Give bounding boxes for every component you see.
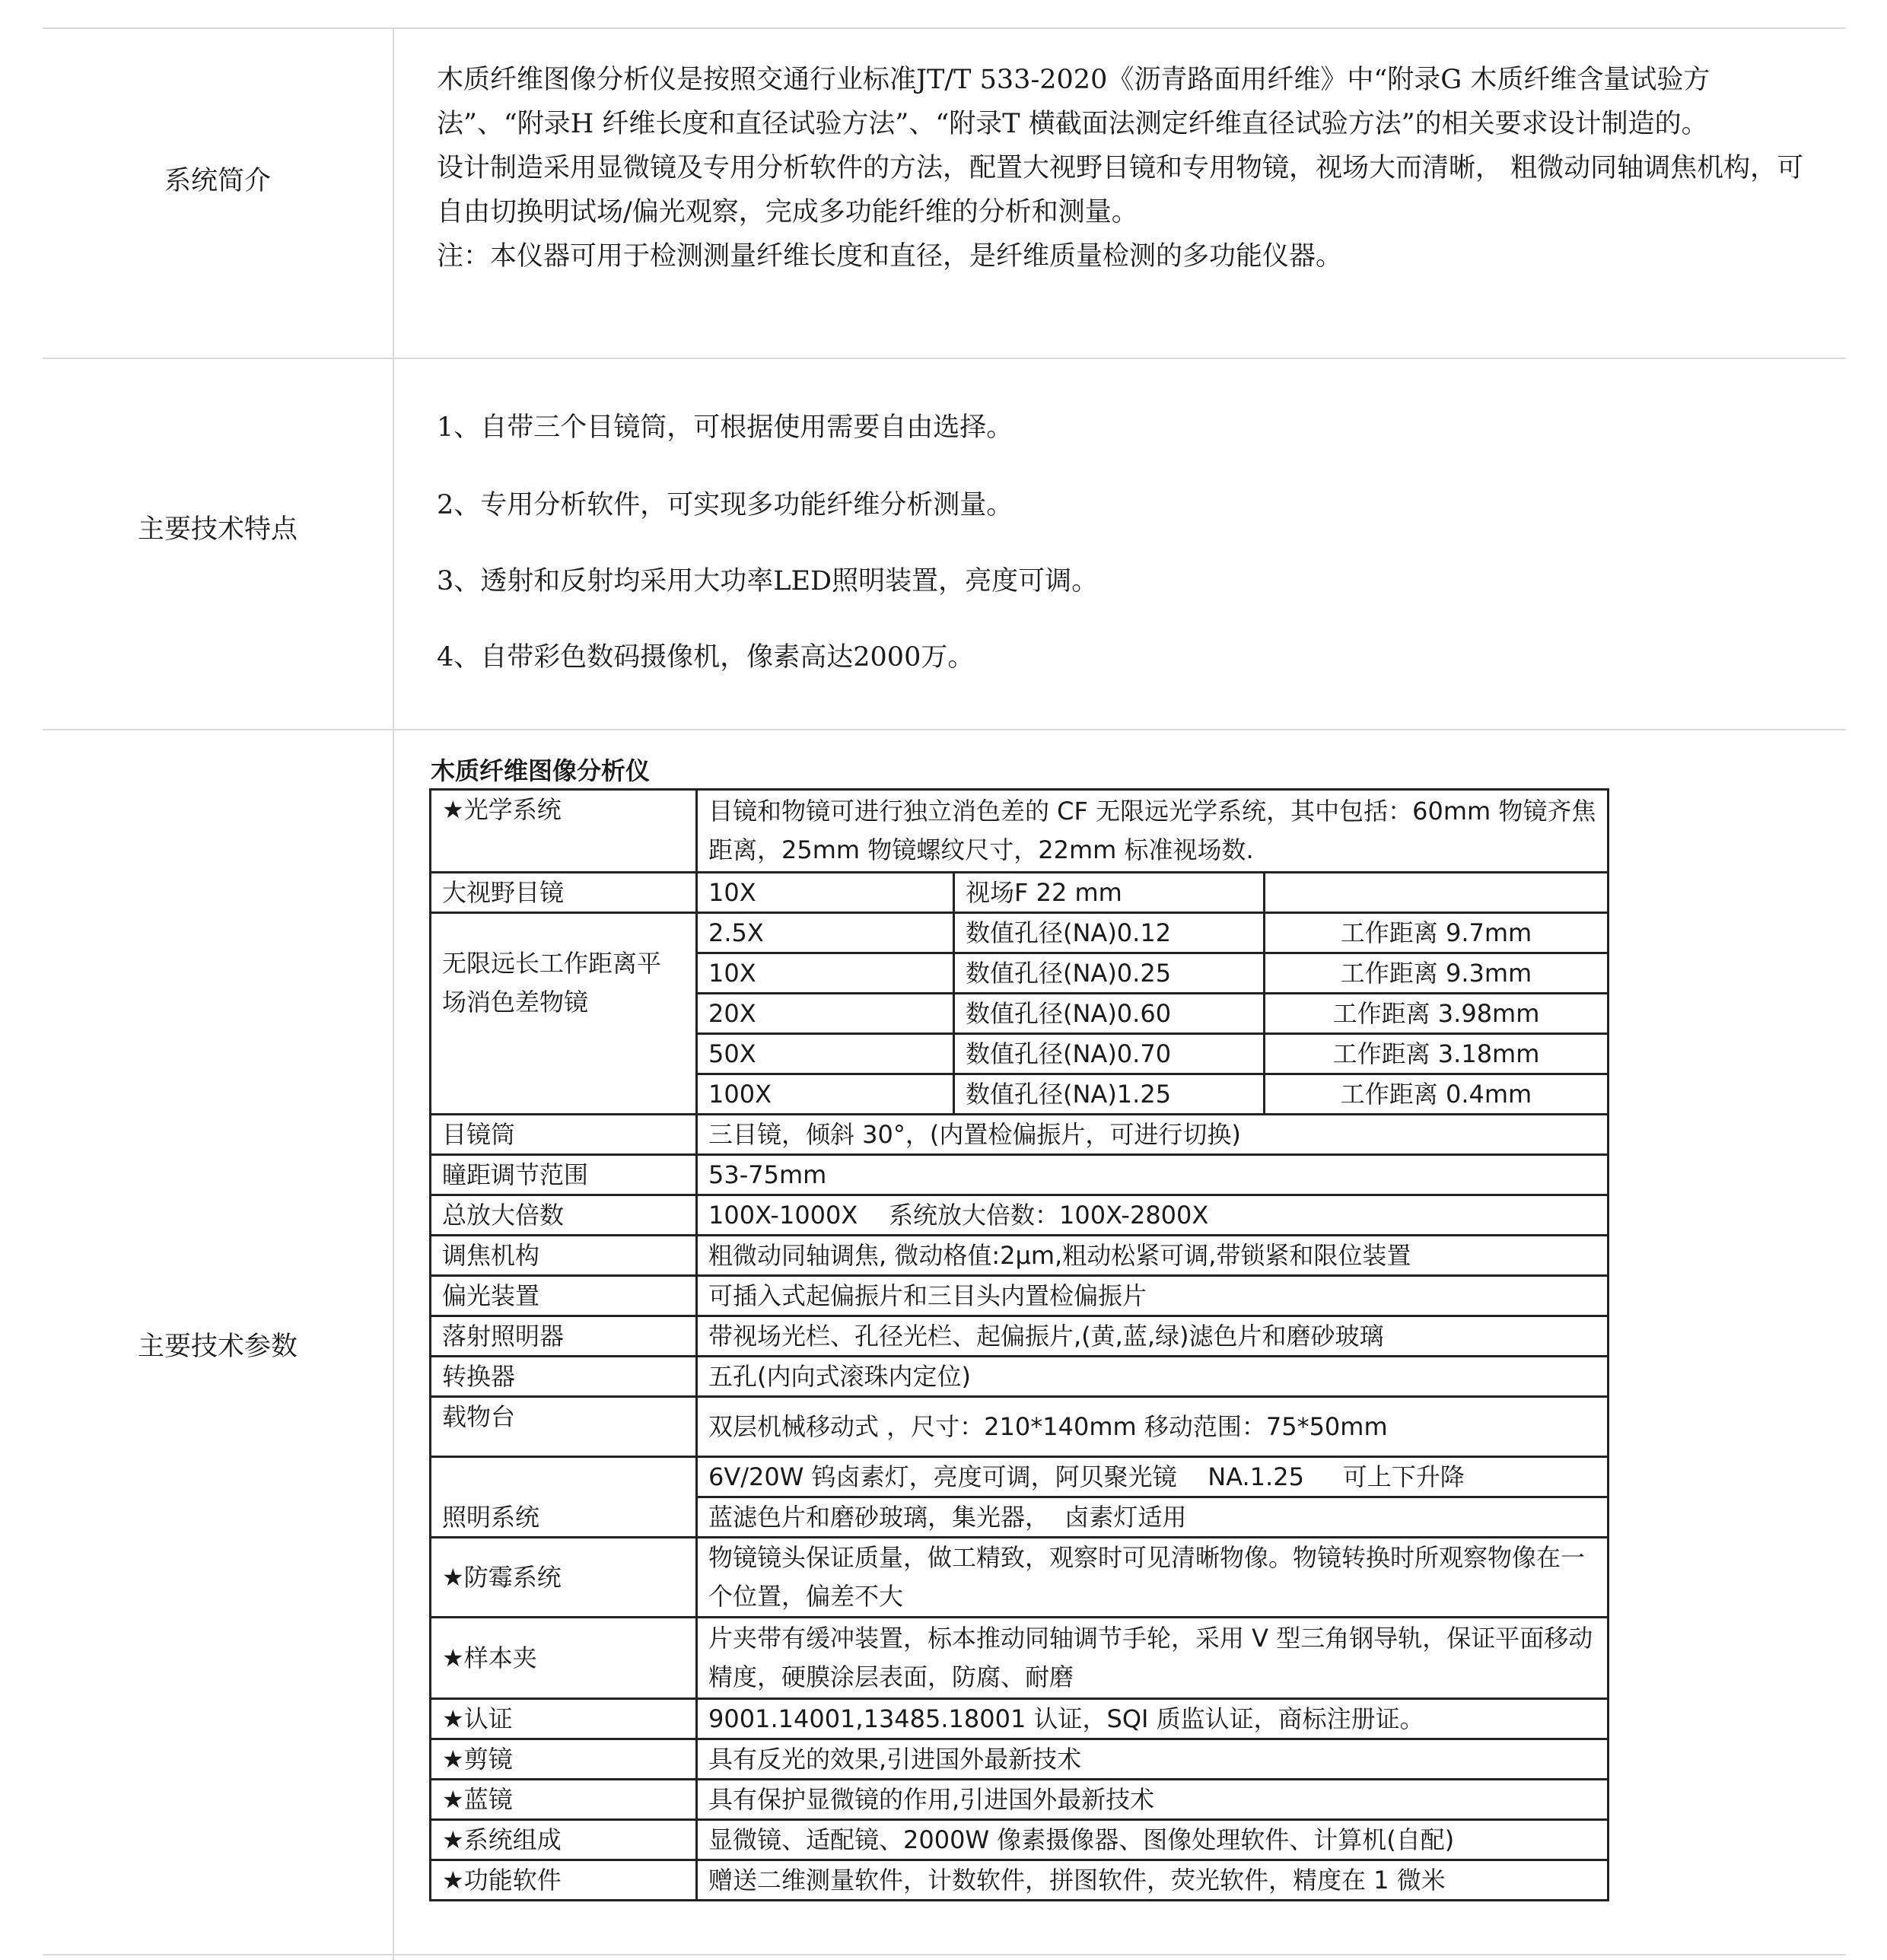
spec-value: 五孔(内向式滚珠内定位) (697, 1357, 1609, 1397)
spec-row (431, 1780, 1609, 1820)
spec-row-light (431, 1457, 1609, 1497)
spec-label: ★防霉系统 (431, 1538, 697, 1618)
spec-value: 三目镜，倾斜 30°，(内置检偏振片，可进行切换) (697, 1115, 1609, 1155)
spec-row (431, 1316, 1609, 1357)
spec-label: 瞳距调节范围 (431, 1155, 697, 1195)
intro-label: 系统简介 (164, 166, 271, 196)
spec-table-title: 木质纤维图像分析仪 (431, 756, 651, 785)
objective-na: 数值孔径(NA)0.12 (954, 913, 1265, 953)
objective-wd: 工作距离 9.3mm (1265, 953, 1609, 994)
spec-label: 转换器 (431, 1357, 697, 1397)
spec-value: 物镜镜头保证质量，做工精致，观察时可见清晰物像。物镜转换时所观察物像在一个位置，偏差不大 (697, 1538, 1609, 1618)
spec-value: 6V/20W 钨卤素灯，亮度可调，阿贝聚光镜 NA.1.25 可上下升降 (697, 1457, 1609, 1497)
spec-label: ★系统组成 (431, 1820, 697, 1860)
spec-value: 具有保护显微镜的作用,引进国外最新技术 (697, 1780, 1609, 1820)
spec-value: 100X-1000X 系统放大倍数：100X-2800X (697, 1195, 1609, 1236)
row-divider-1 (43, 358, 1846, 359)
spec-label: 无限远长工作距离平场消色差物镜 (431, 913, 697, 1115)
spec-value: 带视场光栏、孔径光栏、起偏振片,(黄,蓝,绿)滤色片和磨砂玻璃 (697, 1316, 1609, 1357)
spec-label: ★认证 (431, 1699, 697, 1739)
feature-item-2: 2、专用分析软件，可实现多功能纤维分析测量。 (437, 490, 1014, 520)
spec-row-optical (431, 790, 1609, 873)
spec-row (431, 1276, 1609, 1316)
spec-label: 照明系统 (431, 1457, 697, 1538)
spec-value: 粗微动同轴调焦, 微动格值:2μm,粗动松紧可调,带锁紧和限位装置 (697, 1236, 1609, 1276)
row-divider-top (43, 27, 1846, 29)
feature-item-4: 4、自带彩色数码摄像机，像素高达2000万。 (437, 642, 975, 673)
spec-row-eyepiece (431, 873, 1609, 913)
spec-label: 偏光装置 (431, 1276, 697, 1316)
objective-mag: 50X (697, 1034, 954, 1074)
spec-value: 9001.14001,13485.18001 认证，SQI 质监认证，商标注册证。 (697, 1699, 1609, 1739)
feature-item-1: 1、自带三个目镜筒，可根据使用需要自由选择。 (437, 412, 1014, 443)
objective-mag: 20X (697, 994, 954, 1034)
objective-wd: 工作距离 9.7mm (1265, 913, 1609, 953)
objective-wd: 工作距离 0.4mm (1265, 1074, 1609, 1115)
spec-value: 片夹带有缓冲装置，标本推动同轴调节手轮，采用 V 型三角钢导轨，保证平面移动精度，硬膜涂层表面，防腐、耐磨 (697, 1618, 1609, 1699)
intro-paragraph-2: 设计制造采用显微镜及专用分析软件的方法，配置大视野目镜和专用物镜，视场大而清晰， 粗微动同轴调焦机构，可自由切换明试场/偏光观察，完成多功能纤维的分析和测量。 (437, 153, 1804, 228)
objective-wd: 工作距离 3.98mm (1265, 994, 1609, 1034)
spec-row (431, 1115, 1609, 1155)
spec-row-mold (431, 1538, 1609, 1618)
column-divider (393, 27, 394, 1960)
spec-table (429, 788, 1609, 1901)
spec-value: 蓝滤色片和磨砂玻璃，集光器， 卤素灯适用 (697, 1497, 1609, 1538)
spec-row (431, 1155, 1609, 1195)
spec-label: 总放大倍数 (431, 1195, 697, 1236)
spec-value: 赠送二维测量软件，计数软件，拼图软件，荧光软件，精度在 1 微米 (697, 1860, 1609, 1901)
spec-row (431, 1739, 1609, 1780)
spec-row (431, 1236, 1609, 1276)
spec-row (431, 1860, 1609, 1901)
spec-row (431, 1357, 1609, 1397)
spec-label: 目镜筒 (431, 1115, 697, 1155)
spec-label: ★剪镜 (431, 1739, 697, 1780)
spec-label: 落射照明器 (431, 1316, 697, 1357)
spec-value: 具有反光的效果,引进国外最新技术 (697, 1739, 1609, 1780)
objective-mag: 2.5X (697, 913, 954, 953)
spec-value: 10X (697, 873, 954, 913)
intro-paragraph-1: 木质纤维图像分析仪是按照交通行业标准JT/T 533-2020《沥青路面用纤维》中“附录G 木质纤维含量试验方法”、“附录H 纤维长度和直径试验方法”、“附录T 横截面法测定纤维直径试验方法”的相关要求设计制造的。 (437, 65, 1710, 139)
objective-mag: 100X (697, 1074, 954, 1115)
spec-value: 双层机械移动式 ，尺寸：210*140mm 移动范围：75*50mm (697, 1397, 1609, 1457)
spec-label: 调焦机构 (431, 1236, 697, 1276)
spec-value: 视场F 22 mm (954, 873, 1265, 913)
feature-item-3: 3、透射和反射均采用大功率LED照明装置，亮度可调。 (437, 566, 1099, 597)
intro-paragraph-3: 注：本仪器可用于检测测量纤维长度和直径，是纤维质量检测的多功能仪器。 (437, 241, 1343, 272)
objective-na: 数值孔径(NA)0.60 (954, 994, 1265, 1034)
spec-row (431, 1195, 1609, 1236)
spec-label: ★样本夹 (431, 1618, 697, 1699)
objective-na: 数值孔径(NA)1.25 (954, 1074, 1265, 1115)
spec-row-objective (431, 913, 1609, 953)
spec-label: 载物台 (431, 1397, 697, 1457)
spec-value: 可插入式起偏振片和三目头内置检偏振片 (697, 1276, 1609, 1316)
objective-na: 数值孔径(NA)0.25 (954, 953, 1265, 994)
spec-value: 53-75mm (697, 1155, 1609, 1195)
objective-wd: 工作距离 3.18mm (1265, 1034, 1609, 1074)
spec-value: 显微镜、适配镜、2000W 像素摄像器、图像处理软件、计算机(自配) (697, 1820, 1609, 1860)
objective-mag: 10X (697, 953, 954, 994)
intro-text (437, 58, 1806, 278)
spec-label: 大视野目镜 (431, 873, 697, 913)
spec-empty-cell (1265, 873, 1609, 913)
row-divider-bottom (43, 1954, 1846, 1955)
spec-row-stage (431, 1397, 1609, 1457)
spec-value: 目镜和物镜可进行独立消色差的 CF 无限远光学系统，其中包括：60mm 物镜齐焦距离，25mm 物镜螺纹尺寸，22mm 标准视场数. (697, 790, 1609, 873)
spec-row-clip (431, 1618, 1609, 1699)
spec-label: ★光学系统 (431, 790, 697, 873)
spec-row (431, 1820, 1609, 1860)
features-label: 主要技术特点 (137, 514, 298, 545)
spec-row (431, 1699, 1609, 1739)
row-divider-2 (43, 729, 1846, 730)
spec-label: ★蓝镜 (431, 1780, 697, 1820)
params-label: 主要技术参数 (137, 1332, 298, 1362)
objective-na: 数值孔径(NA)0.70 (954, 1034, 1265, 1074)
spec-label: ★功能软件 (431, 1860, 697, 1901)
